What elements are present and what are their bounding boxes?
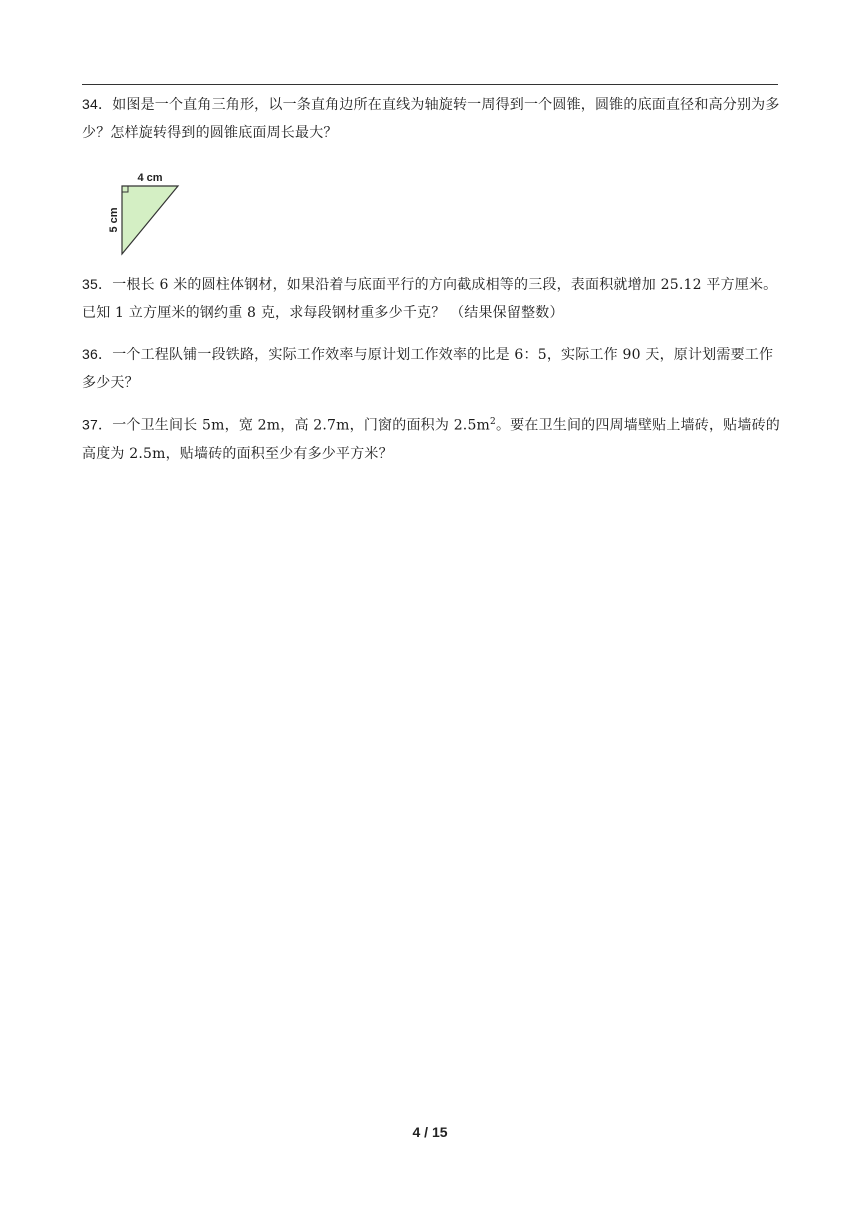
triangle-shape <box>122 186 178 254</box>
question-number: 37． <box>82 416 113 433</box>
left-side-label: 5 cm <box>108 207 120 233</box>
question-number: 35． <box>82 276 113 292</box>
question-35 <box>82 270 782 327</box>
question-text: 一个工程队铺一段铁路，实际工作效率与原计划工作效率的比是 6：5，实际工作 90 天，原计划需要工作多少天？ <box>82 347 774 391</box>
page-number: 4 / 15 <box>412 1124 448 1140</box>
right-triangle-figure <box>100 168 190 260</box>
question-text-part1: 一个卫生间长 5m，宽 2m，高 2.7m，门窗的面积为 2.5m <box>112 417 491 434</box>
question-number: 36． <box>82 346 113 362</box>
question-37 <box>82 408 782 468</box>
triangle-diagram <box>100 168 190 260</box>
area-unit-superscript: 2 <box>490 417 496 427</box>
question-number: 34． <box>82 96 113 112</box>
question-36 <box>82 340 782 397</box>
question-34 <box>82 90 782 147</box>
top-side-label: 4 cm <box>137 172 163 184</box>
question-text-part2: 。要在卫生间的四周墙壁贴上墙砖，贴墙砖的高度为 2.5m，贴墙砖的面积至少有多少平方米？ <box>82 417 780 462</box>
question-text: 一根长 6 米的圆柱体钢材，如果沿着与底面平行的方向截成相等的三段，表面积就增加 25.12 平方厘米。已知 1 立方厘米的钢约重 8 克，求每段钢材重多少千克？ （结果保留整数） <box>82 277 778 321</box>
question-text: 如图是一个直角三角形，以一条直角边所在直线为轴旋转一周得到一个圆锥，圆锥的底面直径和高分别为多少？怎样旋转得到的圆锥底面周长最大？ <box>82 97 780 141</box>
header-rule <box>82 84 778 85</box>
